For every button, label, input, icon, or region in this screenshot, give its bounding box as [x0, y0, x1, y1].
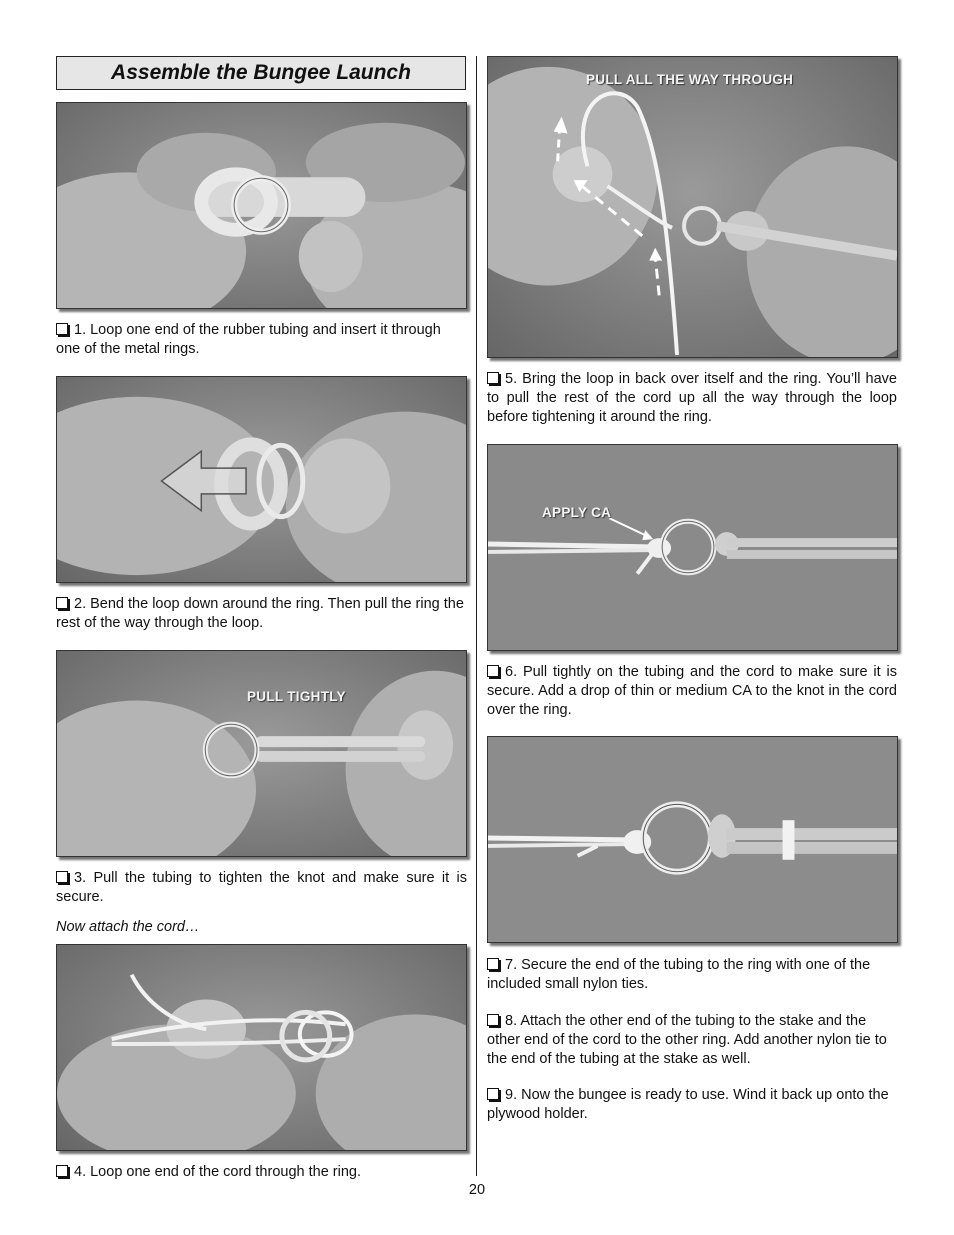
step-7-text: 7. Secure the end of the tubing to the ring with one of the included small nylon ties.	[487, 957, 871, 992]
checkbox-icon[interactable]	[487, 372, 499, 384]
photo-step-1	[56, 102, 467, 309]
step-8-text: 8. Attach the other end of the tubing to the stake and the other end of the cord to the other ring. Add another nylon tie to the end of the tubing at the stake as well.	[487, 1013, 887, 1067]
section-title-box	[56, 56, 466, 90]
photo-step-3	[56, 650, 467, 857]
step-2-text: 2. Bend the loop down around the ring. Then pull the ring the rest of the way through the loop.	[56, 596, 464, 631]
checkbox-icon[interactable]	[487, 1088, 499, 1100]
step-4-text: 4. Loop one end of the cord through the ring.	[56, 1163, 467, 1182]
photo-step-4	[56, 944, 467, 1151]
checkbox-icon[interactable]	[56, 323, 68, 335]
checkbox-icon[interactable]	[56, 1165, 68, 1177]
photo-label-apply-ca: APPLY CA	[542, 505, 612, 520]
checkbox-icon[interactable]	[487, 665, 499, 677]
step-3-text: 3. Pull the tubing to tighten the knot and make sure it is secure.	[56, 870, 467, 905]
step-6-text: 6. Pull tightly on the tubing and the cord to make sure it is secure. Add a drop of thin or medium CA to the knot in the cord over the ring.	[487, 664, 897, 718]
photo-label-pull-through: PULL ALL THE WAY THROUGH	[586, 72, 794, 87]
page-number: 20	[468, 1182, 486, 1198]
note-attach-cord: Now attach the cord…	[56, 919, 200, 935]
checkbox-icon[interactable]	[56, 597, 68, 609]
page-title: Assemble the Bungee Launch	[111, 61, 411, 84]
checkbox-icon[interactable]	[487, 958, 499, 970]
photo-step-6	[487, 444, 898, 651]
checkbox-icon[interactable]	[56, 871, 68, 883]
photo-label-pull-tightly: PULL TIGHTLY	[247, 689, 346, 704]
step-1-text: 1. Loop one end of the rubber tubing and insert it through one of the metal rings.	[56, 322, 441, 357]
photo-step-2	[56, 376, 467, 583]
column-divider	[476, 56, 477, 1176]
step-9-text: 9. Now the bungee is ready to use. Wind it back up onto the plywood holder.	[487, 1087, 889, 1122]
photo-step-7	[487, 736, 898, 943]
photo-step-5	[487, 56, 898, 358]
checkbox-icon[interactable]	[487, 1014, 499, 1026]
step-5-text: 5. Bring the loop in back over itself and the ring. You’ll have to pull the rest of the cord up all the way through the loop before tightening it around the ring.	[487, 371, 897, 425]
